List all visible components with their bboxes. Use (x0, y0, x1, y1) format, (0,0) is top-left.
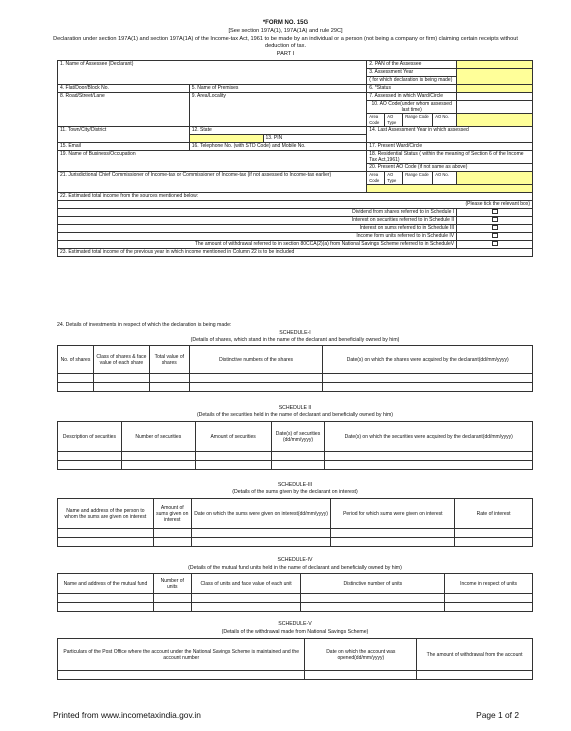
income-source-sums: Interest on sums referred to in Schedule III (58, 225, 457, 233)
s2-col-number: Number of securities (121, 422, 195, 452)
tick-instruction: (Please tick the relevant box) (58, 201, 533, 209)
schedule-3-table (57, 498, 533, 547)
s2-col-acquired: Date(s) on which the securities were acquired by the declarant(dd/mm/yyyy) (325, 422, 533, 452)
schedule-3-desc: (Details of the sums given by the declarant on interest) (232, 489, 358, 495)
table-row[interactable] (58, 671, 533, 680)
present-ao-range: Range Code (403, 172, 433, 185)
schedule-2-table (57, 421, 533, 470)
present-ao-area: Area Code (367, 172, 385, 185)
state-input[interactable] (189, 135, 263, 143)
schedule-1-title: SCHEDULE-I (279, 330, 311, 336)
s1-col-distinctive: Distinctive numbers of the shares (189, 346, 323, 374)
table-row[interactable] (58, 383, 533, 392)
field-premises[interactable]: 5. Name of Premises (189, 85, 367, 93)
status-input[interactable] (457, 85, 533, 93)
schedule-5-title: SCHEDULE-V (278, 621, 312, 627)
checkbox-icon[interactable] (492, 217, 498, 222)
pan-input[interactable] (457, 61, 533, 69)
footer-page-number: Page 1 of 2 (476, 710, 519, 720)
schedule-4-table (57, 573, 533, 612)
table-row[interactable] (58, 461, 533, 470)
table-row[interactable] (58, 374, 533, 383)
schedule-1-table (57, 345, 533, 392)
table-row[interactable] (58, 538, 533, 547)
table-row[interactable] (58, 603, 533, 612)
ao-code-spacer (457, 101, 533, 114)
schedule-5-desc: (Details of the withdrawal made from National Savings Scheme) (221, 629, 369, 635)
schedule-1-desc: (Details of shares, which stand in the name of the declarant and beneficially owned by him) (190, 337, 400, 343)
checkbox-securities[interactable] (457, 217, 533, 225)
field-town[interactable]: 11. Town/City/District (58, 127, 190, 143)
field-pan[interactable]: 2. PAN of the Assessee (367, 61, 457, 69)
field-status[interactable]: 6. *Status (367, 85, 457, 93)
checkbox-icon[interactable] (492, 209, 498, 214)
checkbox-icon[interactable] (492, 233, 498, 238)
field-name-assessee[interactable]: 1. Name of Assessee (Declarant) (58, 61, 367, 85)
checkbox-icon[interactable] (492, 225, 498, 230)
s3-col-date: Date on which the sums were given on interest(dd/mm/yyyy) (191, 499, 331, 529)
form-subtitle: [See section 197A(1), 197A(1A) and rule 29C] (228, 28, 343, 34)
s3-col-name: Name and address of the person to whom the sums are given on interest (58, 499, 154, 529)
s5-col-date: Date on which the account was opened(dd/mm/yyyy) (305, 639, 417, 671)
ward-assessed-input[interactable] (457, 93, 533, 101)
checkbox-nss[interactable] (457, 241, 533, 249)
s2-col-amount: Amount of securities (195, 422, 271, 452)
schedule-4-desc: (Details of the mutual fund units held in the name of declarant and beneficially owned by him) (188, 565, 402, 571)
table-row[interactable] (58, 452, 533, 461)
field-business[interactable]: 19. Name of Business/Occupation (58, 151, 367, 172)
declaration-text: Declaration under section 197A(1) and section 197A(1A) of the Income-tax Act, 1961 to be made by an individual or a person (not being a company or firm) claiming certain receipts without deduction of tax. (53, 36, 518, 49)
present-ao-no: AO No. (433, 172, 457, 185)
field-telephone[interactable]: 16. Telephone No. (with STD Code) and Mobile No. (189, 143, 367, 151)
present-ao-type: AO Type (385, 172, 403, 185)
s2-col-date: Date(s) of securities (dd/mm/yyyy) (271, 422, 325, 452)
footer-printed-from: Printed from www.incometaxindia.gov.in (53, 710, 201, 720)
s3-col-period: Period for which sums were given on interest (331, 499, 455, 529)
field-last-assessment-year[interactable]: 14. Last Assessment Year in which assessed (367, 127, 533, 143)
schedule-2-desc: (Details of the securities held in the name of declarant and beneficially owned by him) (196, 412, 394, 418)
income-source-nss: The amount of withdrawal referred to in section 80CCA(2)(a) from National Savings Scheme referred to in ScheduleV (58, 241, 457, 249)
field-ward-assessed[interactable]: 7. Assessed in which Ward/Circle (367, 93, 457, 101)
income-source-dividend: Dividend from shares referred to in Schedule I (58, 209, 457, 217)
investments-label: 24. Details of investments in respect of which the declaration is being made: (57, 322, 232, 328)
s1-col-total: Total value of shares (149, 346, 189, 374)
assessment-year-input[interactable] (457, 69, 533, 85)
part-label: PART I (276, 51, 295, 57)
s5-col-amount: The amount of withdrawal from the account (417, 639, 533, 671)
s3-col-rate: Rate of interest (455, 499, 533, 529)
s4-col-distinctive: Distinctive number of units (301, 574, 445, 594)
schedule-2-title: SCHEDULE II (278, 405, 312, 411)
schedule-5-table (57, 638, 533, 680)
schedule-4-title: SCHEDULE-IV (277, 557, 313, 563)
schedule-3-title: SCHEDULE-III (277, 482, 313, 488)
field-assessment-year: 3. Assessment Year (367, 69, 457, 77)
field-pin[interactable]: 13. PIN (263, 135, 367, 143)
table-row[interactable] (58, 594, 533, 603)
checkbox-icon[interactable] (492, 241, 498, 246)
income-source-securities: Interest on securities referred to in Schedule II (58, 217, 457, 225)
ao-type: AO Type (385, 114, 403, 127)
field-estimated-total[interactable]: 23. Estimated total income of the previous year in which income mentioned in Column 22 is to be included (58, 249, 533, 257)
ao-code-input[interactable] (457, 114, 533, 127)
field-assessment-year-note: ( for which declaration is being made) (367, 77, 457, 85)
s3-col-amount: Amount of sums given on interest (153, 499, 191, 529)
checkbox-units[interactable] (457, 233, 533, 241)
table-row[interactable] (58, 529, 533, 538)
field-email[interactable]: 15. Email (58, 143, 190, 151)
field-present-ward[interactable]: 17. Present Ward/Circle (367, 143, 533, 151)
s5-col-particulars: Particulars of the Post Office where the account under the National Savings Scheme is maintained and the account number (58, 639, 305, 671)
present-ao-input-row[interactable] (367, 185, 533, 193)
present-ao-input[interactable] (457, 172, 533, 185)
s4-col-number: Number of units (153, 574, 191, 594)
field-flat-no[interactable]: 4. Flat/Door/Block No. (58, 85, 190, 93)
ao-range-code: Range Code (403, 114, 433, 127)
field-state[interactable]: 12. State (189, 127, 367, 135)
field-road[interactable]: 8. Road/Street/Lane (58, 93, 190, 127)
checkbox-sums[interactable] (457, 225, 533, 233)
ao-area-code: Area Code (367, 114, 385, 127)
s1-col-date: Date(s) on which the shares were acquired by the declarant(dd/mm/yyyy) (323, 346, 533, 374)
field-jurisdiction[interactable]: 21. Jurisdictional Chief Commissioner of Income-tax or Commissioner of Income-tax (if not assessed to Income-tax earlier) (58, 172, 367, 193)
part-one-table (57, 60, 533, 257)
field-estimated-income: 22. Estimated total income from the sources mentioned below: (58, 193, 533, 201)
s2-col-description: Description of securities (58, 422, 122, 452)
field-ao-code: 10. AO Code(under whom assessed last time) (367, 101, 457, 114)
s1-col-shares: No. of shares (58, 346, 94, 374)
s1-col-class: Class of shares & face value of each share (93, 346, 149, 374)
s4-col-class: Class of units and face value of each unit (191, 574, 301, 594)
field-present-ao[interactable]: 20. Present AO Code (if not same as above) (367, 164, 533, 172)
income-source-units: Income form units referred to in Schedule IV (58, 233, 457, 241)
form-title: *FORM NO. 15G (262, 20, 309, 26)
field-area[interactable]: 9. Area/Locality (189, 93, 367, 127)
field-residential-status[interactable]: 18. Residential Status ( within the meaning of Section 6 of the Income Tax Act,1961) (367, 151, 533, 164)
s4-col-income: Income in respect of units (445, 574, 533, 594)
ao-number: AO No. (433, 114, 457, 127)
s4-col-name: Name and address of the mutual fund (58, 574, 154, 594)
checkbox-dividend[interactable] (457, 209, 533, 217)
